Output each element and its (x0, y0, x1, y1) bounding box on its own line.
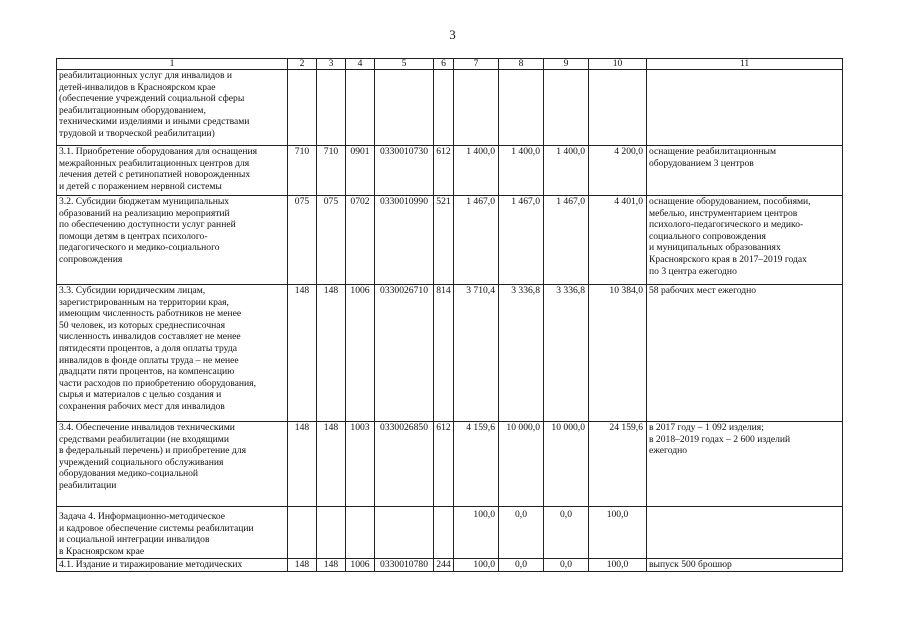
amount-total (589, 70, 647, 146)
expected-result: оснащение реабилитационным оборудованием 3 центров (647, 146, 843, 196)
grbs-code-2 (317, 507, 346, 559)
amount-total: 4 401,0 (589, 196, 647, 285)
grbs-code-2: 148 (317, 422, 346, 507)
target-article: 0330010730 (375, 146, 434, 196)
header-cell-2: 2 (288, 59, 317, 70)
table-row (57, 422, 843, 507)
page-number: 3 (449, 27, 456, 42)
table-row (57, 507, 843, 559)
amount-total: 24 159,6 (589, 422, 647, 507)
grbs-code: 710 (288, 146, 317, 196)
section-code: 0901 (346, 146, 375, 196)
activity-name: 3.2. Субсидии бюджетам муниципальных образований на реализацию мероприятий по обеспечению доступности услуг ранней помощи детям в центрах психолого- педагогического и медико-социального сопровождения (57, 196, 288, 285)
activity-name: реабилитационных услуг для инвалидов и детей-инвалидов в Красноярском крае (обеспечение учреждений социальной сферы реабилитационным оборудованием, техническими изделиями и иными средствами трудовой и творческой реабилитации) (57, 70, 288, 146)
amount-2019: 0,0 (544, 507, 589, 559)
amount-total: 10 384,0 (589, 285, 647, 422)
program-activities-table (56, 58, 843, 572)
amount-2019: 0,0 (544, 559, 589, 572)
activity-name: 3.4. Обеспечение инвалидов техническими средствами реабилитации (не входящими в федеральный перечень) и приобретение для учреждений социального обслуживания оборудования медико-социальной реабилитации (57, 422, 288, 507)
target-article: 0330010990 (375, 196, 434, 285)
section-code (346, 507, 375, 559)
grbs-code-2: 710 (317, 146, 346, 196)
section-code: 1006 (346, 559, 375, 572)
task-name: Задача 4. Информационно-методическое и кадровое обеспечение системы реабилитации и социальной интеграции инвалидов в Красноярском крае (57, 507, 288, 559)
expected-result: 58 рабочих мест ежегодно (647, 285, 843, 422)
expense-type: 612 (434, 422, 454, 507)
expected-result (647, 507, 843, 559)
activity-name: 3.3. Субсидии юридическим лицам, зарегистрированным на территории края, имеющим численность работников не менее 50 человек, из которых среднесписочная численность инвалидов составляет не менее пятидесяти процентов, а доля оплаты труда инвалидов в фонде оплаты труда – не менее двадцати пяти процентов, на компенсацию части расходов по приобретению оборудования, сырья и материалов с целью создания и сохранения рабочих мест для инвалидов (57, 285, 288, 422)
amount-2019: 1 467,0 (544, 196, 589, 285)
header-cell-4: 4 (346, 59, 375, 70)
grbs-code-2: 148 (317, 285, 346, 422)
expected-result: в 2017 году – 1 092 изделия; в 2018–2019 годах – 2 600 изделий ежегодно (647, 422, 843, 507)
header-cell-10: 10 (589, 59, 647, 70)
grbs-code: 148 (288, 422, 317, 507)
amount-2018 (499, 70, 544, 146)
amount-2018: 0,0 (499, 559, 544, 572)
expense-type: 244 (434, 559, 454, 572)
header-cell-7: 7 (454, 59, 499, 70)
amount-2018: 0,0 (499, 507, 544, 559)
table-row (57, 146, 843, 196)
section-code: 1003 (346, 422, 375, 507)
header-cell-1: 1 (57, 59, 288, 70)
amount-2019 (544, 70, 589, 146)
amount-2017: 3 710,4 (454, 285, 499, 422)
expense-type: 814 (434, 285, 454, 422)
table-row (57, 70, 843, 146)
table-row (57, 559, 843, 572)
expected-result (647, 70, 843, 146)
grbs-code: 148 (288, 285, 317, 422)
grbs-code: 148 (288, 559, 317, 572)
target-article: 0330010780 (375, 559, 434, 572)
amount-total: 100,0 (589, 559, 647, 572)
amount-2019: 1 400,0 (544, 146, 589, 196)
header-cell-5: 5 (375, 59, 434, 70)
grbs-code (288, 507, 317, 559)
header-cell-8: 8 (499, 59, 544, 70)
expense-type (434, 507, 454, 559)
amount-2018: 3 336,8 (499, 285, 544, 422)
amount-2019: 10 000,0 (544, 422, 589, 507)
section-code (346, 70, 375, 146)
expected-result: оснащение оборудованием, пособиями, мебелью, инструментарием центров психолого-педагогического и медико- социального сопровождения и муниципальных образованиях Красноярского края в 2017–2019 годах по 3 центра ежегодно (647, 196, 843, 285)
amount-2018: 1 400,0 (499, 146, 544, 196)
amount-total: 100,0 (589, 507, 647, 559)
amount-2017: 4 159,6 (454, 422, 499, 507)
grbs-code: 075 (288, 196, 317, 285)
table-row (57, 196, 843, 285)
header-cell-11: 11 (647, 59, 843, 70)
amount-2017: 100,0 (454, 559, 499, 572)
section-code: 1006 (346, 285, 375, 422)
grbs-code-2: 075 (317, 196, 346, 285)
expense-type: 521 (434, 196, 454, 285)
target-article: 0330026850 (375, 422, 434, 507)
section-code: 0702 (346, 196, 375, 285)
target-article (375, 70, 434, 146)
activity-name: 3.1. Приобретение оборудования для оснащения межрайонных реабилитационных центров для лечения детей с ретинопатией новорожденных и детей с поражением нервной системы (57, 146, 288, 196)
amount-2017: 1 467,0 (454, 196, 499, 285)
amount-2018: 1 467,0 (499, 196, 544, 285)
grbs-code-2 (317, 70, 346, 146)
expense-type: 612 (434, 146, 454, 196)
expected-result: выпуск 500 брошюр (647, 559, 843, 572)
grbs-code (288, 70, 317, 146)
target-article: 0330026710 (375, 285, 434, 422)
amount-2017: 100,0 (454, 507, 499, 559)
header-cell-6: 6 (434, 59, 454, 70)
activity-name: 4.1. Издание и тиражирование методических (57, 559, 288, 572)
amount-2017 (454, 70, 499, 146)
header-cell-3: 3 (317, 59, 346, 70)
amount-2018: 10 000,0 (499, 422, 544, 507)
grbs-code-2: 148 (317, 559, 346, 572)
amount-2019: 3 336,8 (544, 285, 589, 422)
table-header-row (57, 59, 843, 70)
expense-type (434, 70, 454, 146)
table-row (57, 285, 843, 422)
amount-total: 4 200,0 (589, 146, 647, 196)
header-cell-9: 9 (544, 59, 589, 70)
target-article (375, 507, 434, 559)
amount-2017: 1 400,0 (454, 146, 499, 196)
